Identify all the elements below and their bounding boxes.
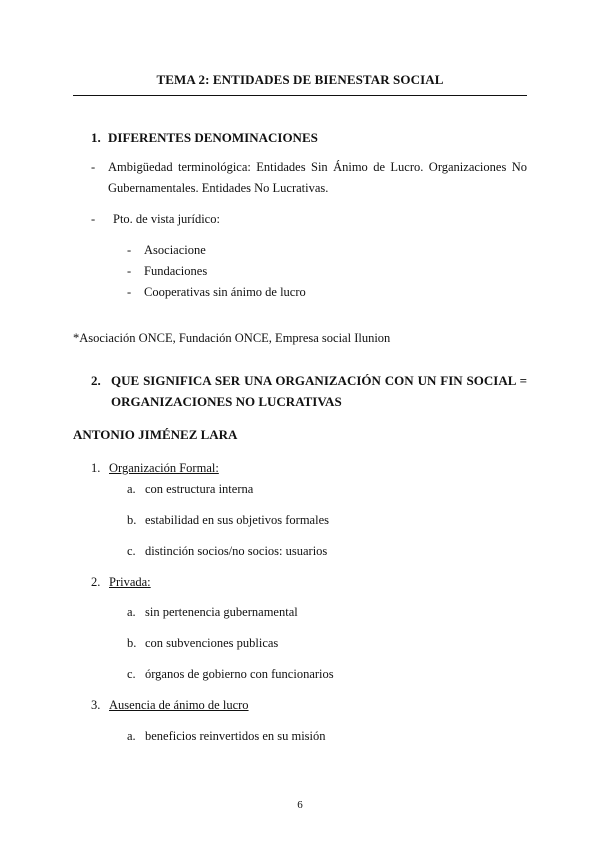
item-letter: a. (127, 605, 136, 619)
item-text: órganos de gobierno con funcionarios (145, 667, 334, 681)
criterion-number: 2. (91, 575, 101, 589)
criterion-label: Privada: (109, 575, 151, 589)
subitem-text: Asociacione (144, 243, 206, 257)
criterion-label: Organización Formal: (109, 461, 219, 475)
section1-number: 1. (91, 130, 101, 145)
item-letter: b. (127, 513, 137, 527)
subitem-marker: - (127, 264, 132, 278)
item-letter: c. (127, 667, 136, 681)
subitem-text: Cooperativas sin ánimo de lucro (144, 285, 306, 299)
section1-heading: DIFERENTES DENOMINACIONES (108, 130, 318, 145)
bullet-text: Pto. de vista jurídico: (113, 212, 220, 226)
item-text: con estructura interna (145, 482, 254, 496)
item-letter: b. (127, 636, 137, 650)
bullet-marker: - (91, 212, 96, 226)
subitem-marker: - (127, 285, 132, 299)
item-letter: a. (127, 729, 136, 743)
item-text: con subvenciones publicas (145, 636, 279, 650)
section2-number: 2. (91, 373, 101, 388)
section2-heading-line1: QUE SIGNIFICA SER UNA ORGANIZACIÓN CON UN FIN SOCIAL = (111, 373, 527, 388)
subitem-text: Fundaciones (144, 264, 208, 278)
item-text: distinción socios/no socios: usuarios (145, 544, 328, 558)
criterion-number: 1. (91, 461, 101, 475)
page-number: 6 (297, 799, 303, 811)
subitem-marker: - (127, 243, 132, 257)
item-letter: a. (127, 482, 136, 496)
title-rule (73, 95, 527, 96)
item-text: sin pertenencia gubernamental (145, 605, 298, 619)
criterion-label: Ausencia de ánimo de lucro (109, 698, 249, 712)
document-title: TEMA 2: ENTIDADES DE BIENESTAR SOCIAL (156, 72, 444, 87)
item-letter: c. (127, 544, 136, 558)
section2-heading-line2: ORGANIZACIONES NO LUCRATIVAS (111, 394, 342, 409)
bullet-text-line1: Ambigüedad terminológica: Entidades Sin Ánimo de Lucro. Organizaciones No (108, 160, 527, 174)
bullet-marker: - (91, 160, 96, 174)
item-text: estabilidad en sus objetivos formales (145, 513, 329, 527)
item-text: beneficios reinvertidos en su misión (145, 729, 326, 743)
author-name: ANTONIO JIMÉNEZ LARA (73, 427, 238, 442)
bullet-text-line2: Gubernamentales. Entidades No Lucrativas. (108, 181, 329, 195)
criterion-number: 3. (91, 698, 101, 712)
note-text: *Asociación ONCE, Fundación ONCE, Empresa social Ilunion (73, 331, 391, 345)
